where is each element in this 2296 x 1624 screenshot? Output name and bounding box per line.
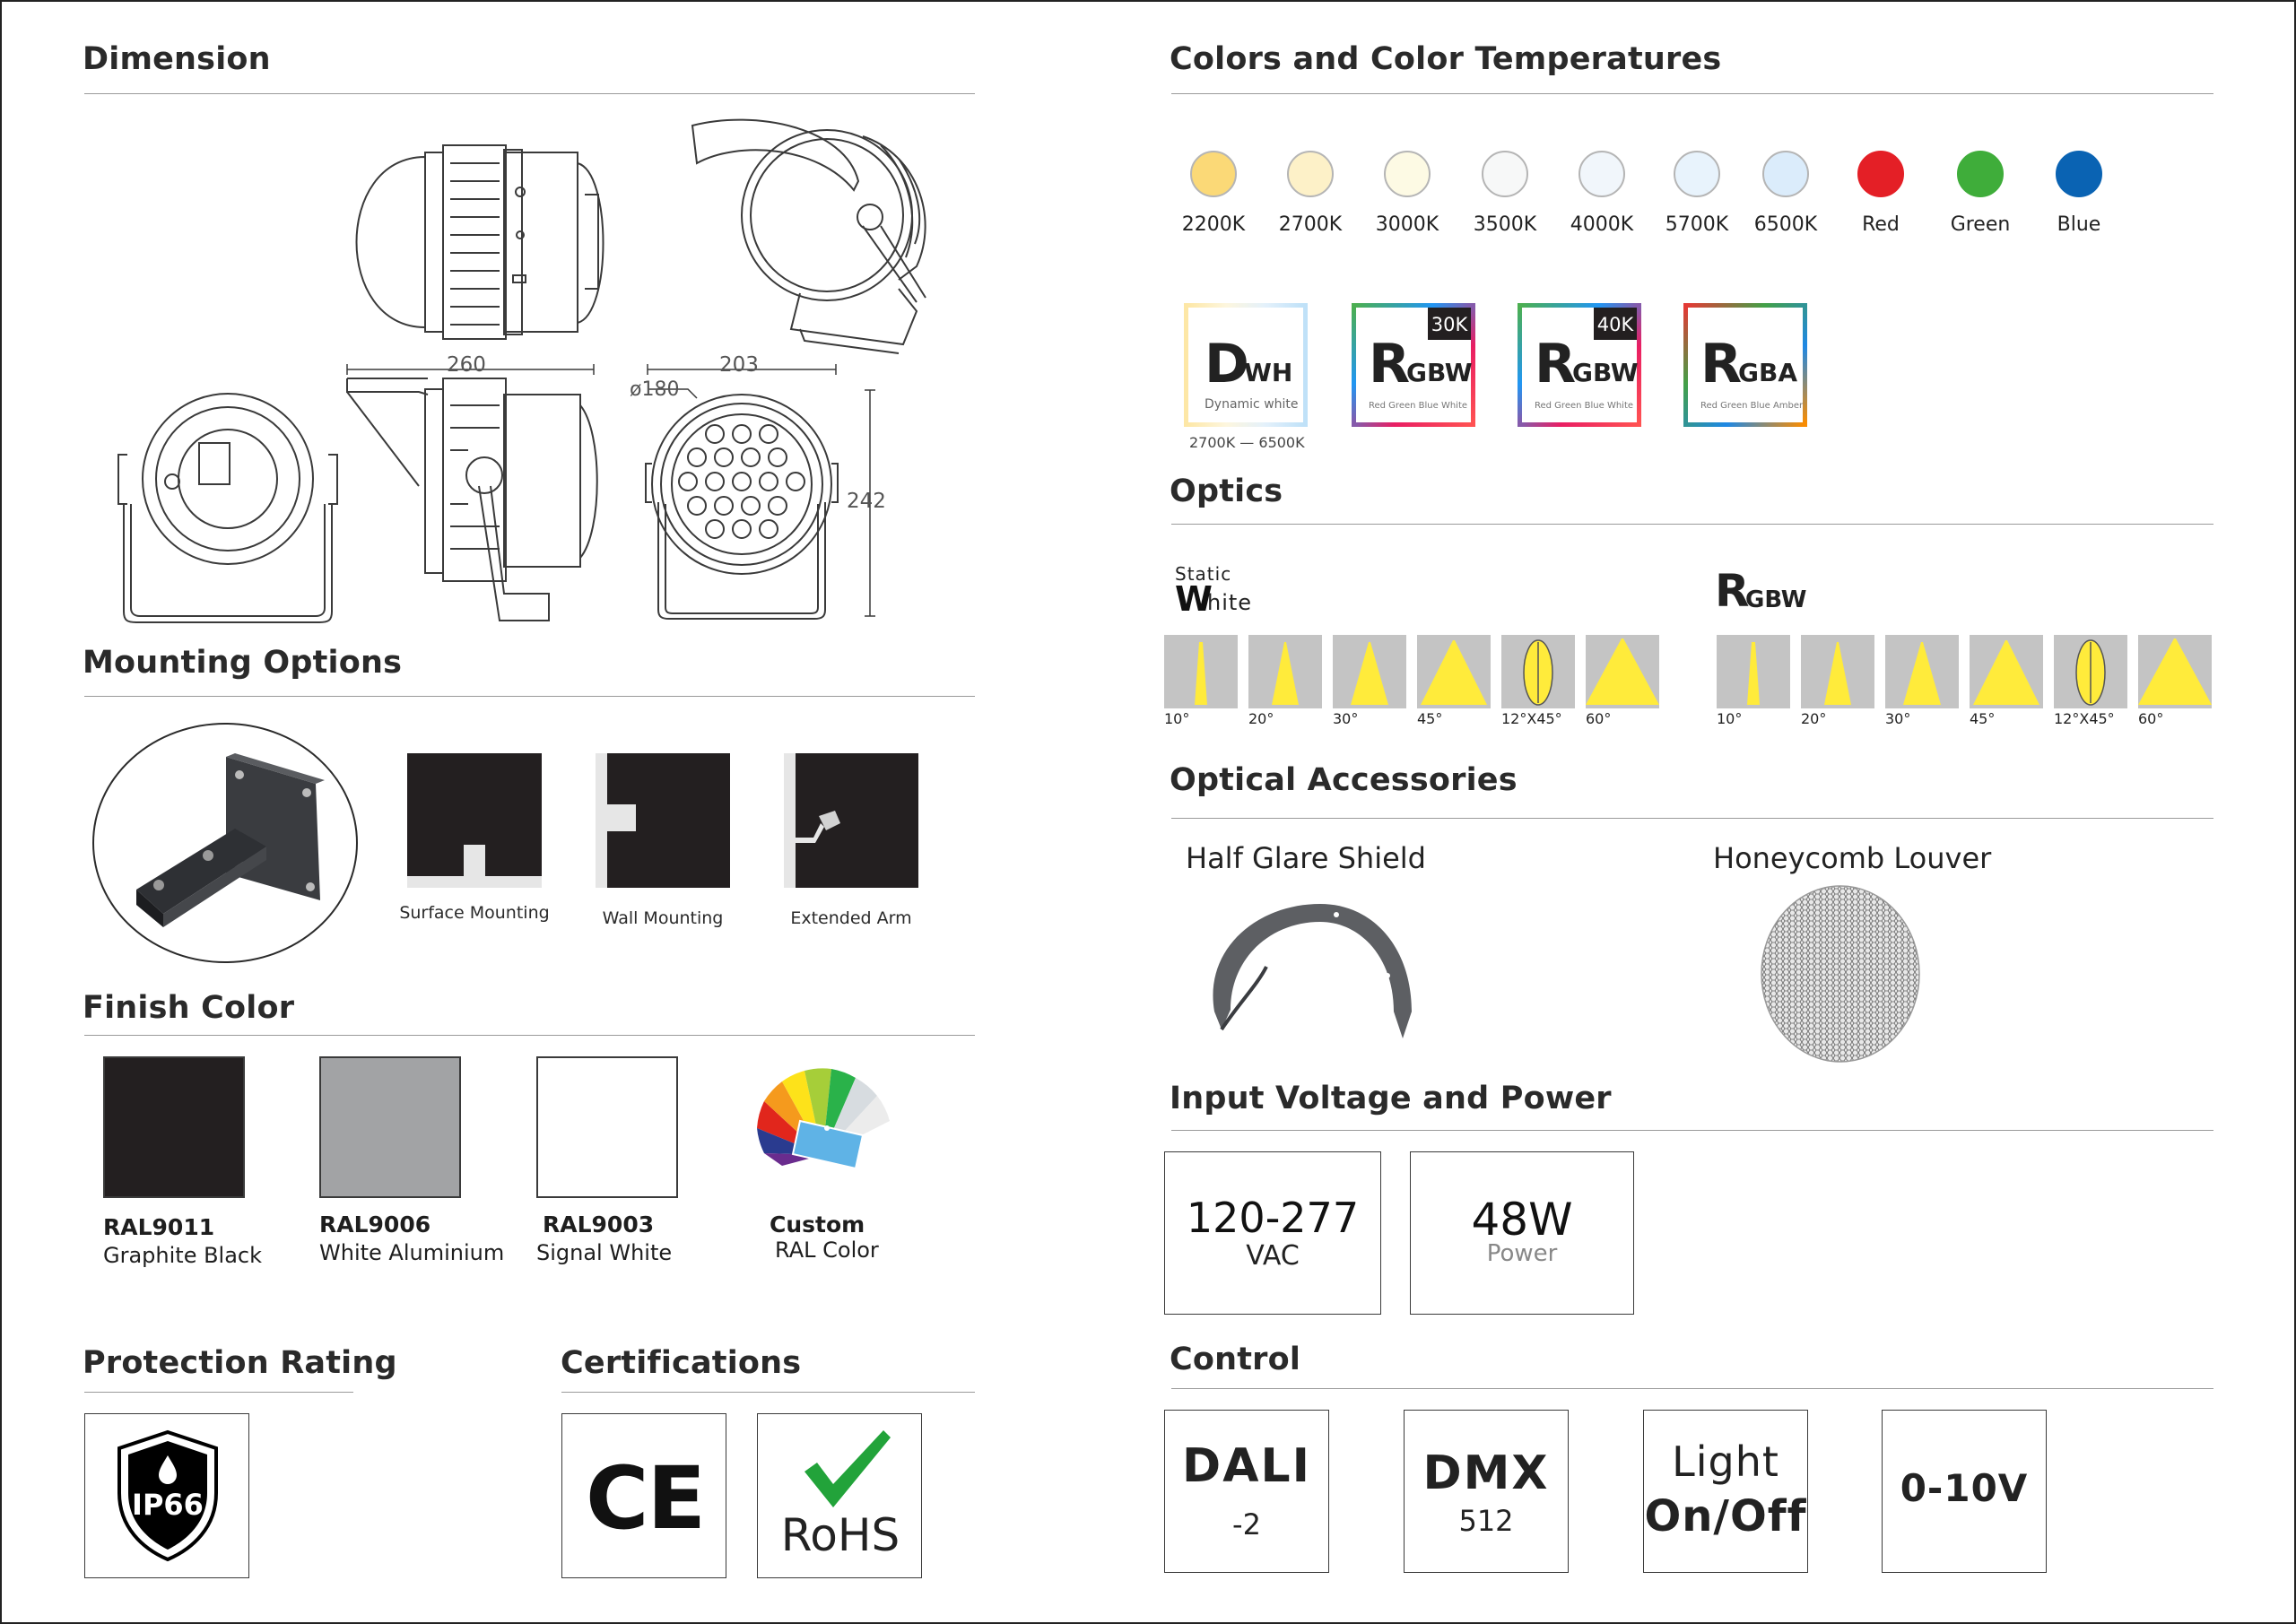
- graphite-black-code: RAL9011: [103, 1214, 215, 1240]
- dwh-main: D: [1205, 333, 1249, 395]
- rgbw-40k-caption: Red Green Blue White: [1535, 401, 1634, 411]
- led-front-view-drawing: [646, 395, 838, 619]
- custom-code: Custom: [770, 1211, 865, 1238]
- graphite-black-swatch: [103, 1056, 245, 1198]
- color-label-red: Red: [1862, 213, 1900, 236]
- dynamic-white-tile: [1184, 303, 1308, 427]
- color-swatch-6500k: [1762, 151, 1809, 197]
- dwh-range: 2700K — 6500K: [1189, 434, 1305, 451]
- custom-name: RAL Color: [775, 1238, 879, 1263]
- rgbw-beam-1-label: 10°: [1717, 710, 1743, 727]
- rgba-sub: GBA: [1738, 358, 1797, 387]
- graphite-black-name: Graphite Black: [103, 1243, 263, 1268]
- protection-rule: [84, 1392, 353, 1393]
- static-white-beam-6-label: 60°: [1586, 710, 1612, 727]
- dimension-length-label: 260: [447, 353, 486, 377]
- rgbw-beam-3-label: 30°: [1885, 710, 1911, 727]
- dimension-drawings: [109, 109, 961, 630]
- voltage-rule: [1171, 1130, 2213, 1131]
- rgba-tile: [1683, 303, 1807, 427]
- signal-white-swatch: [536, 1056, 678, 1198]
- rgbw-beam-4-icon: [1970, 635, 2043, 708]
- color-swatch-3000k: [1384, 151, 1431, 197]
- rgbw-optics-rest-label: GBW: [1745, 586, 1807, 613]
- perspective-view-drawing: [692, 120, 926, 353]
- ip-rating-text: IP66: [132, 1488, 204, 1522]
- rgbw-30k-main: R: [1369, 333, 1411, 395]
- dimension-rule: [84, 93, 975, 94]
- color-label-4000k: 4000K: [1570, 213, 1634, 236]
- rgbw-40k-main: R: [1535, 333, 1577, 395]
- accessories-heading: Optical Accessories: [1170, 762, 1518, 798]
- voltage-value: 120-277: [1186, 1194, 1360, 1242]
- honeycomb-louver-illustration: [1758, 883, 1923, 1064]
- static-white-beam-4-label: 45°: [1417, 710, 1443, 727]
- signal-white-name: Signal White: [536, 1240, 673, 1265]
- static-white-beam-2-icon: [1248, 635, 1322, 708]
- signal-white-code: RAL9003: [543, 1211, 655, 1238]
- half-glare-shield-illustration: [1204, 895, 1419, 1047]
- static-white-beam-3-label: 30°: [1333, 710, 1359, 727]
- extended-arm-icon: [784, 753, 918, 888]
- rgbw-beam-1-icon: [1717, 635, 1790, 708]
- rgbw-beam-3-icon: [1885, 635, 1959, 708]
- surface-mounting-icon: [407, 753, 542, 888]
- color-label-5700k: 5700K: [1665, 213, 1729, 236]
- color-label-2200k: 2200K: [1181, 213, 1246, 236]
- control-heading: Control: [1170, 1342, 1301, 1377]
- rgbw-40k-tile: [1518, 303, 1641, 427]
- rgbw-beam-6-label: 60°: [2138, 710, 2164, 727]
- color-swatch-2700k: [1287, 151, 1334, 197]
- white-aluminium-swatch: [319, 1056, 461, 1198]
- rohs-box: [757, 1413, 922, 1578]
- static-white-beam-1-label: 10°: [1164, 710, 1190, 727]
- dwh-sub: WH: [1244, 358, 1293, 387]
- rgbw-beam-5-icon: [2054, 635, 2127, 708]
- ce-mark-text: CE: [585, 1448, 705, 1549]
- zero-ten-volt-label: 0-10V: [1900, 1466, 2029, 1510]
- color-label-3500k: 3500K: [1473, 213, 1537, 236]
- color-swatch-green: [1957, 151, 2004, 197]
- color-swatch-4000k: [1578, 151, 1625, 197]
- rgbw-30k-sub: GBW: [1406, 358, 1473, 387]
- colors-heading: Colors and Color Temperatures: [1170, 41, 1722, 77]
- finish-rule: [84, 1035, 975, 1036]
- dwh-caption: Dynamic white: [1205, 397, 1299, 412]
- dali-control-box: [1164, 1410, 1329, 1573]
- rgbw-30k-caption: Red Green Blue White: [1369, 401, 1468, 411]
- color-label-blue: Blue: [2057, 213, 2101, 236]
- static-white-beam-1-icon: [1164, 635, 1238, 708]
- half-glare-shield-label: Half Glare Shield: [1186, 841, 1426, 875]
- light-onoff-line2: On/Off: [1644, 1491, 1807, 1541]
- mounting-rule: [84, 696, 975, 697]
- dmx-line2: 512: [1458, 1504, 1514, 1538]
- colors-rule: [1171, 93, 2213, 94]
- ce-mark-box: [561, 1413, 726, 1578]
- static-white-beam-3-icon: [1333, 635, 1406, 708]
- color-swatch-red: [1857, 151, 1904, 197]
- voltage-heading: Input Voltage and Power: [1170, 1081, 1612, 1116]
- ip-rating-box: [84, 1413, 249, 1578]
- front-view-drawing: [118, 394, 337, 622]
- custom-color-fan-icon: [746, 1065, 899, 1173]
- static-white-beam-2-label: 20°: [1248, 710, 1274, 727]
- protection-heading: Protection Rating: [83, 1345, 397, 1381]
- color-swatch-5700k: [1674, 151, 1720, 197]
- rohs-text: RoHS: [780, 1509, 900, 1561]
- dali-line1: DALI: [1182, 1439, 1311, 1493]
- zero-ten-volt-control-box: [1882, 1410, 2047, 1573]
- extended-arm-label: Extended Arm: [790, 908, 912, 928]
- dimension-depth-label: 203: [719, 353, 759, 377]
- mounting-bracket-illustration: [91, 721, 361, 965]
- color-label-green: Green: [1950, 213, 2011, 236]
- color-label-2700k: 2700K: [1278, 213, 1343, 236]
- color-label-3000k: 3000K: [1375, 213, 1439, 236]
- certifications-heading: Certifications: [561, 1345, 802, 1381]
- rgbw-beam-2-label: 20°: [1801, 710, 1827, 727]
- optics-rule: [1171, 524, 2213, 525]
- wall-mounting-label: Wall Mounting: [602, 908, 724, 928]
- rgbw-40k-sub: GBW: [1572, 358, 1639, 387]
- color-swatch-blue: [2056, 151, 2102, 197]
- dimension-diameter-label: ø180: [630, 378, 680, 401]
- color-swatch-3500k: [1482, 151, 1528, 197]
- static-white-beam-4-icon: [1417, 635, 1491, 708]
- static-white-big-letter: W: [1175, 579, 1213, 619]
- color-swatch-2200k: [1190, 151, 1237, 197]
- accessories-rule: [1171, 818, 2213, 819]
- side-view-drawing: [357, 145, 604, 339]
- color-label-6500k: 6500K: [1753, 213, 1818, 236]
- rgba-caption: Red Green Blue Amber: [1700, 401, 1804, 411]
- wall-mounting-icon: [596, 753, 730, 888]
- power-value: 48W: [1471, 1194, 1573, 1246]
- dimension-height-label: 242: [847, 490, 886, 513]
- rgbw-40k-badge: 40K: [1596, 314, 1634, 335]
- static-white-beam-5-label: 12°X45°: [1501, 710, 1562, 727]
- rgbw-30k-badge: 30K: [1431, 314, 1468, 335]
- static-white-rest-label: hite: [1207, 590, 1253, 615]
- dali-line2: -2: [1232, 1507, 1261, 1541]
- honeycomb-louver-label: Honeycomb Louver: [1713, 841, 1992, 875]
- certifications-rule: [561, 1392, 975, 1393]
- light-onoff-line1: Light: [1672, 1437, 1779, 1486]
- rgbw-optics-big-letter: R: [1715, 565, 1750, 617]
- control-rule: [1171, 1388, 2213, 1389]
- voltage-box: [1164, 1151, 1381, 1315]
- side-view-bracket-drawing: [347, 378, 597, 621]
- rgbw-beam-5-label: 12°X45°: [2054, 710, 2115, 727]
- static-white-small-label: Static: [1175, 563, 1232, 585]
- static-white-beam-6-icon: [1586, 635, 1659, 708]
- dimension-heading: Dimension: [83, 41, 271, 77]
- rgba-main: R: [1700, 333, 1743, 395]
- mounting-heading: Mounting Options: [83, 645, 403, 681]
- rgbw-beam-4-label: 45°: [1970, 710, 1996, 727]
- rgbw-beam-6-icon: [2138, 635, 2212, 708]
- dmx-line1: DMX: [1422, 1446, 1550, 1500]
- dmx-control-box: [1404, 1410, 1569, 1573]
- white-aluminium-name: White Aluminium: [319, 1240, 505, 1265]
- white-aluminium-code: RAL9006: [319, 1211, 431, 1238]
- static-white-beam-5-icon: [1501, 635, 1575, 708]
- power-box: [1410, 1151, 1634, 1315]
- surface-mounting-label: Surface Mounting: [399, 903, 550, 923]
- power-unit: Power: [1486, 1240, 1558, 1267]
- rgbw-beam-2-icon: [1801, 635, 1874, 708]
- rgbw-30k-tile: [1352, 303, 1475, 427]
- voltage-unit: VAC: [1246, 1240, 1300, 1272]
- checkmark-icon: [797, 1425, 896, 1515]
- optics-heading: Optics: [1170, 473, 1283, 509]
- light-onoff-control-box: [1643, 1410, 1808, 1573]
- finish-heading: Finish Color: [83, 990, 295, 1026]
